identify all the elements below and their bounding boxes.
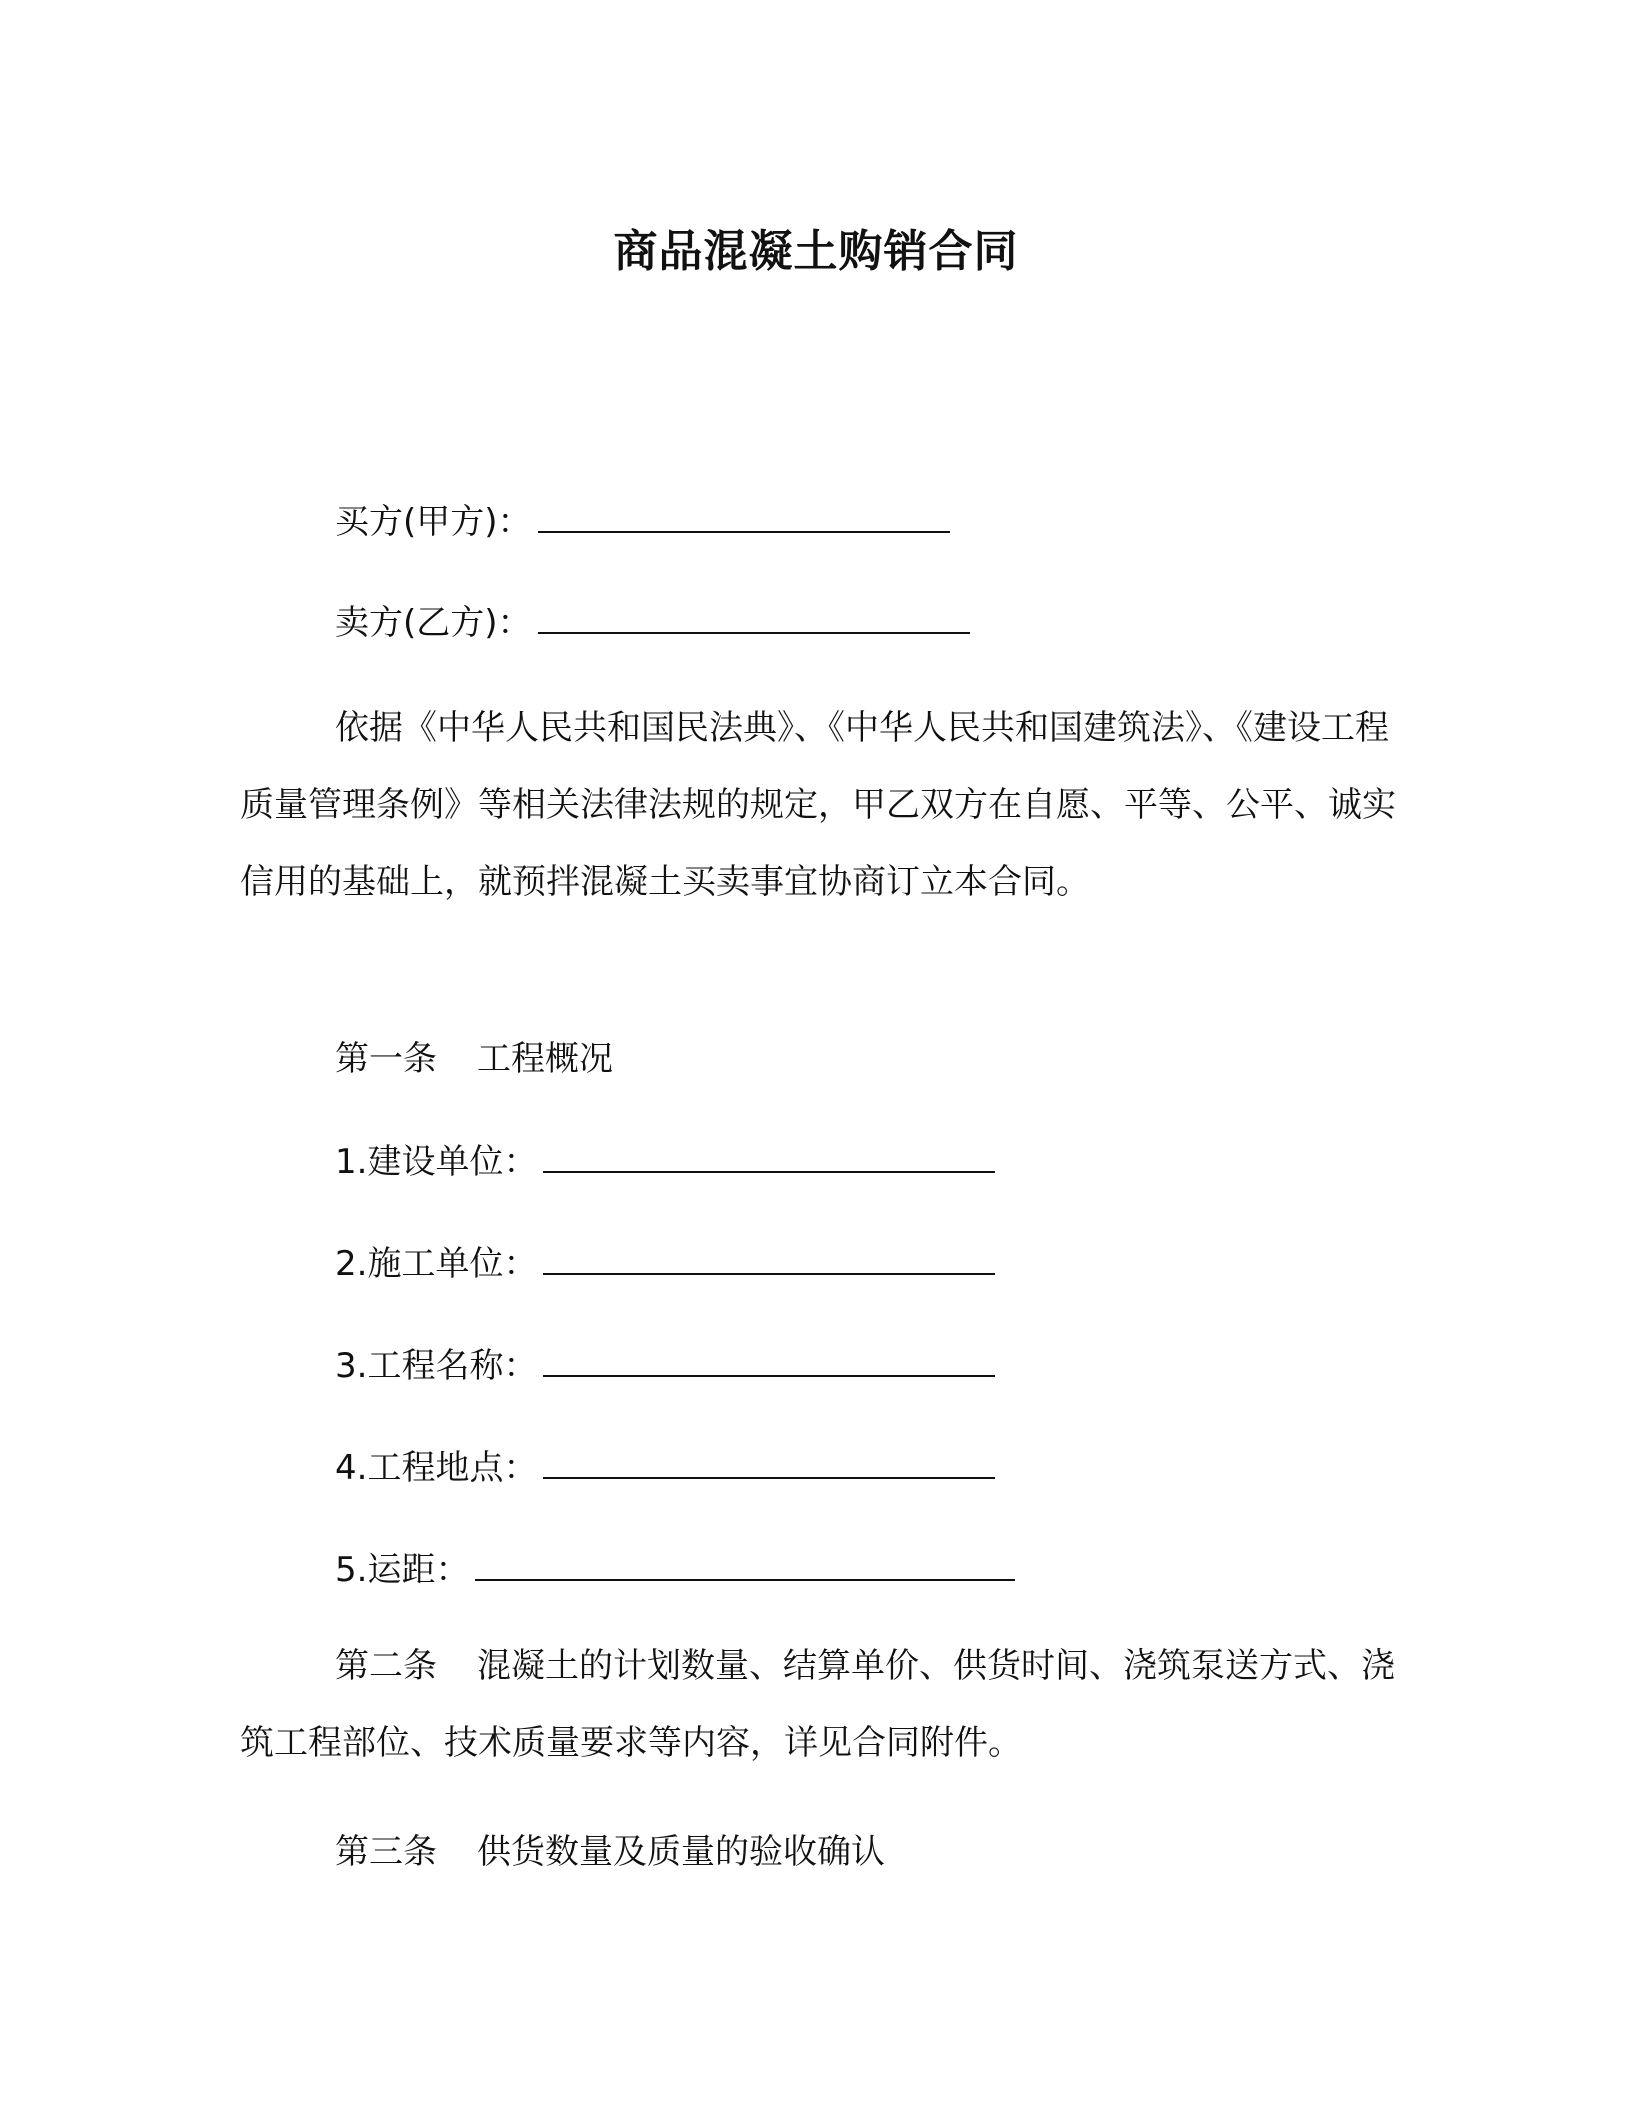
article2-paragraph — [240, 1628, 1400, 1782]
item-label: 1.建设单位： — [335, 1142, 538, 1182]
article2-number: 第二条 — [335, 1646, 437, 1686]
article1-title: 工程概况 — [477, 1039, 613, 1079]
article3-heading — [335, 1828, 885, 1876]
item-label: 3.工程名称： — [335, 1346, 538, 1386]
item-label: 4.工程地点： — [335, 1448, 538, 1488]
item-blank — [475, 1545, 1015, 1581]
item-blank — [543, 1341, 995, 1377]
seller-label: 卖方(乙方)： — [335, 603, 532, 643]
item-label: 2.施工单位： — [335, 1244, 538, 1284]
article1-item-4 — [335, 1443, 995, 1492]
article1-item-5 — [335, 1545, 1015, 1594]
seller-line — [335, 598, 970, 647]
article3-title: 供货数量及质量的验收确认 — [477, 1832, 885, 1872]
buyer-blank — [538, 497, 950, 533]
article1-item-2 — [335, 1239, 995, 1288]
article3-number: 第三条 — [335, 1832, 437, 1872]
seller-blank — [538, 598, 970, 634]
article1-number: 第一条 — [335, 1039, 437, 1079]
article2-text: 混凝土的计划数量、结算单价、供货时间、浇筑泵送方式、浇筑工程部位、技术质量要求等内容，详见合同附件。 — [240, 1646, 1395, 1763]
preamble-text: 依据《中华人民共和国民法典》、《中华人民共和国建筑法》、《建设工程质量管理条例》等相关法律法规的规定，甲乙双方在自愿、平等、公平、诚实信用的基础上，就预拌混凝土买卖事宜协商订立本合同。 — [240, 708, 1396, 902]
item-label: 5.运距： — [335, 1550, 470, 1590]
article1-heading — [335, 1035, 613, 1083]
article1-item-1 — [335, 1137, 995, 1186]
article1-item-3 — [335, 1341, 995, 1390]
preamble-paragraph — [240, 690, 1400, 921]
item-blank — [543, 1239, 995, 1275]
buyer-label: 买方(甲方)： — [335, 502, 532, 542]
document-title: 商品混凝土购销合同 — [613, 226, 1019, 277]
item-blank — [543, 1443, 995, 1479]
item-blank — [543, 1137, 995, 1173]
buyer-line — [335, 497, 950, 546]
